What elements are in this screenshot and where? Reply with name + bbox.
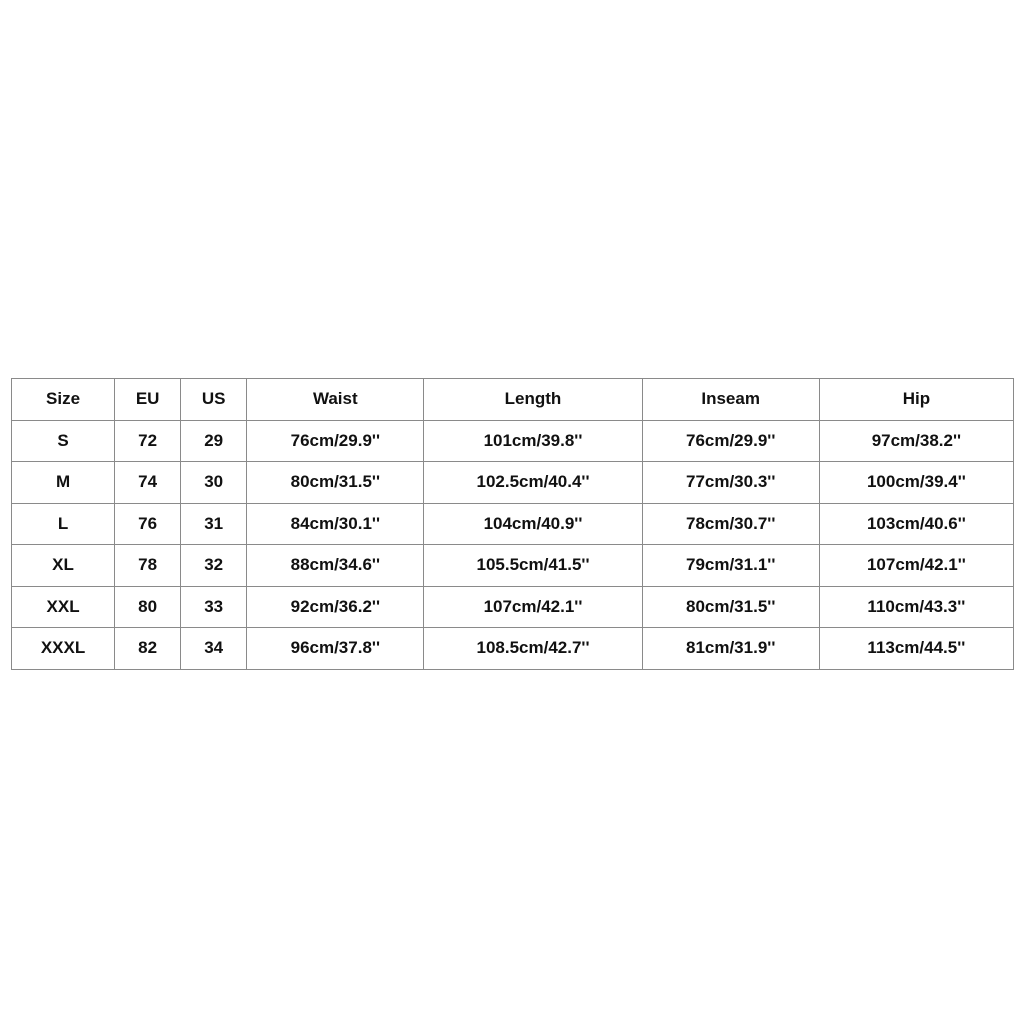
cell-size: M bbox=[12, 462, 115, 504]
cell-hip: 97cm/38.2'' bbox=[819, 420, 1013, 462]
cell-hip: 103cm/40.6'' bbox=[819, 503, 1013, 545]
table-row bbox=[12, 586, 1014, 628]
cell-hip: 107cm/42.1'' bbox=[819, 545, 1013, 587]
cell-size: L bbox=[12, 503, 115, 545]
cell-waist: 80cm/31.5'' bbox=[247, 462, 424, 504]
cell-length: 104cm/40.9'' bbox=[424, 503, 642, 545]
table-header-row bbox=[12, 379, 1014, 421]
cell-inseam: 81cm/31.9'' bbox=[642, 628, 819, 670]
table-row bbox=[12, 628, 1014, 670]
header-eu: EU bbox=[115, 379, 181, 421]
cell-size: XXXL bbox=[12, 628, 115, 670]
cell-us: 29 bbox=[181, 420, 247, 462]
cell-size: XXL bbox=[12, 586, 115, 628]
header-size: Size bbox=[12, 379, 115, 421]
header-length: Length bbox=[424, 379, 642, 421]
cell-length: 101cm/39.8'' bbox=[424, 420, 642, 462]
cell-eu: 72 bbox=[115, 420, 181, 462]
cell-eu: 76 bbox=[115, 503, 181, 545]
cell-inseam: 76cm/29.9'' bbox=[642, 420, 819, 462]
cell-hip: 100cm/39.4'' bbox=[819, 462, 1013, 504]
cell-waist: 84cm/30.1'' bbox=[247, 503, 424, 545]
cell-us: 33 bbox=[181, 586, 247, 628]
cell-us: 30 bbox=[181, 462, 247, 504]
cell-waist: 96cm/37.8'' bbox=[247, 628, 424, 670]
cell-eu: 82 bbox=[115, 628, 181, 670]
cell-eu: 74 bbox=[115, 462, 181, 504]
cell-us: 32 bbox=[181, 545, 247, 587]
cell-inseam: 77cm/30.3'' bbox=[642, 462, 819, 504]
cell-hip: 113cm/44.5'' bbox=[819, 628, 1013, 670]
cell-size: XL bbox=[12, 545, 115, 587]
cell-us: 34 bbox=[181, 628, 247, 670]
table-row bbox=[12, 545, 1014, 587]
cell-eu: 78 bbox=[115, 545, 181, 587]
header-waist: Waist bbox=[247, 379, 424, 421]
cell-us: 31 bbox=[181, 503, 247, 545]
table-row bbox=[12, 462, 1014, 504]
table-row bbox=[12, 420, 1014, 462]
cell-length: 102.5cm/40.4'' bbox=[424, 462, 642, 504]
cell-length: 108.5cm/42.7'' bbox=[424, 628, 642, 670]
cell-inseam: 79cm/31.1'' bbox=[642, 545, 819, 587]
header-us: US bbox=[181, 379, 247, 421]
cell-inseam: 80cm/31.5'' bbox=[642, 586, 819, 628]
cell-eu: 80 bbox=[115, 586, 181, 628]
cell-waist: 88cm/34.6'' bbox=[247, 545, 424, 587]
cell-length: 107cm/42.1'' bbox=[424, 586, 642, 628]
table-row bbox=[12, 503, 1014, 545]
cell-waist: 76cm/29.9'' bbox=[247, 420, 424, 462]
cell-waist: 92cm/36.2'' bbox=[247, 586, 424, 628]
size-chart-table bbox=[11, 378, 1014, 670]
cell-size: S bbox=[12, 420, 115, 462]
header-hip: Hip bbox=[819, 379, 1013, 421]
cell-length: 105.5cm/41.5'' bbox=[424, 545, 642, 587]
cell-inseam: 78cm/30.7'' bbox=[642, 503, 819, 545]
cell-hip: 110cm/43.3'' bbox=[819, 586, 1013, 628]
header-inseam: Inseam bbox=[642, 379, 819, 421]
